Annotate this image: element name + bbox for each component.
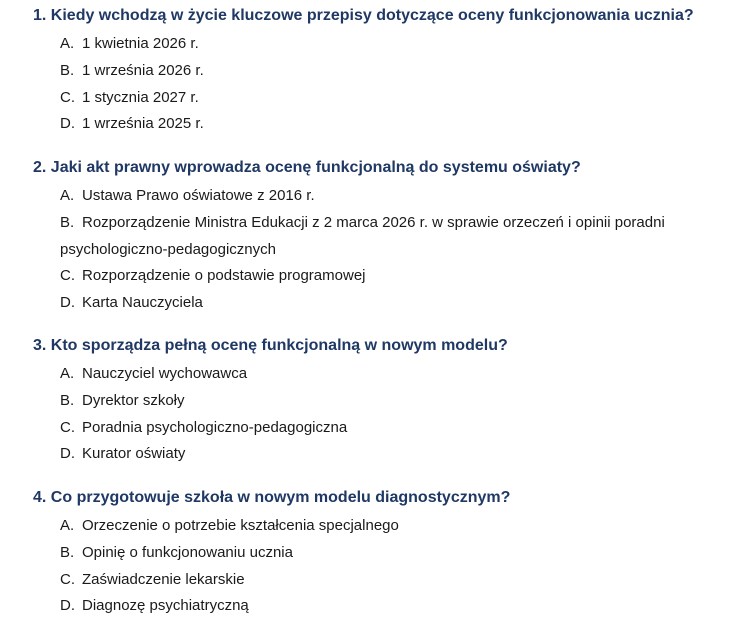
option-letter: D. bbox=[60, 597, 75, 615]
option-letter: C. bbox=[60, 418, 75, 436]
question-2-options bbox=[33, 183, 743, 317]
option-letter: D. bbox=[60, 445, 75, 463]
option-text: Opinię o funkcjonowaniu ucznia bbox=[82, 543, 293, 561]
option-text: 1 kwietnia 2026 r. bbox=[82, 35, 199, 52]
option-4d bbox=[60, 593, 720, 620]
option-4b bbox=[60, 540, 720, 567]
option-text: Rozporządzenie o podstawie programowej bbox=[82, 267, 366, 285]
question-4 bbox=[33, 488, 743, 620]
option-letter: C. bbox=[60, 267, 75, 285]
option-text: Zaświadczenie lekarskie bbox=[82, 570, 245, 588]
question-4-title: 4. Co przygotowuje szkoła w nowym modelu diagnostycznym? bbox=[33, 489, 511, 506]
option-letter: A. bbox=[60, 35, 75, 52]
option-text: Diagnozę psychiatryczną bbox=[82, 597, 249, 615]
option-letter: B. bbox=[60, 543, 75, 561]
option-1c bbox=[60, 85, 720, 112]
option-text: Orzeczenie o potrzebie kształcenia specjalnego bbox=[82, 517, 399, 534]
option-2b bbox=[60, 210, 720, 264]
option-letter: B. bbox=[60, 61, 75, 79]
option-letter: D. bbox=[60, 294, 75, 312]
option-letter: D. bbox=[60, 115, 75, 133]
option-letter: C. bbox=[60, 570, 75, 588]
option-letter: A. bbox=[60, 365, 75, 382]
option-2d bbox=[60, 290, 720, 317]
option-2a bbox=[60, 183, 720, 210]
option-text: Dyrektor szkoły bbox=[82, 391, 185, 409]
option-text: Rozporządzenie Ministra Edukacji z 2 marca 2026 r. w sprawie orzeczeń i opinii poradni psychologiczno-pedagogicznych bbox=[60, 213, 665, 258]
question-2-title: 2. Jaki akt prawny wprowadza ocenę funkcjonalną do systemu oświaty? bbox=[33, 159, 581, 176]
option-3a bbox=[60, 361, 720, 388]
option-3b bbox=[60, 388, 720, 415]
option-2c bbox=[60, 263, 720, 290]
question-3 bbox=[33, 336, 743, 468]
option-3c bbox=[60, 415, 720, 442]
option-letter: A. bbox=[60, 187, 75, 204]
option-text: Nauczyciel wychowawca bbox=[82, 365, 248, 382]
option-4c bbox=[60, 567, 720, 594]
question-1-options bbox=[33, 31, 743, 138]
option-letter: A. bbox=[60, 517, 75, 534]
question-4-options bbox=[33, 513, 743, 620]
option-1a bbox=[60, 31, 720, 58]
question-2 bbox=[33, 158, 743, 317]
question-3-options bbox=[33, 361, 743, 468]
option-text: Ustawa Prawo oświatowe z 2016 r. bbox=[82, 187, 315, 204]
question-3-title: 3. Kto sporządza pełną ocenę funkcjonalną w nowym modelu? bbox=[33, 337, 508, 354]
question-1 bbox=[33, 6, 743, 138]
option-text: Karta Nauczyciela bbox=[82, 294, 203, 312]
option-1d bbox=[60, 111, 720, 138]
option-text: 1 września 2025 r. bbox=[82, 115, 204, 133]
option-1b bbox=[60, 58, 720, 85]
option-letter: B. bbox=[60, 391, 75, 409]
option-3d bbox=[60, 441, 720, 468]
question-1-title: 1. Kiedy wchodzą w życie kluczowe przepisy dotyczące oceny funkcjonowania ucznia? bbox=[33, 7, 694, 24]
option-text: 1 września 2026 r. bbox=[82, 61, 204, 79]
option-letter: B. bbox=[60, 213, 75, 231]
option-text: Poradnia psychologiczno-pedagogiczna bbox=[82, 418, 348, 436]
option-text: 1 stycznia 2027 r. bbox=[82, 88, 199, 106]
option-4a bbox=[60, 513, 720, 540]
option-letter: C. bbox=[60, 88, 75, 106]
option-text: Kurator oświaty bbox=[82, 445, 186, 463]
